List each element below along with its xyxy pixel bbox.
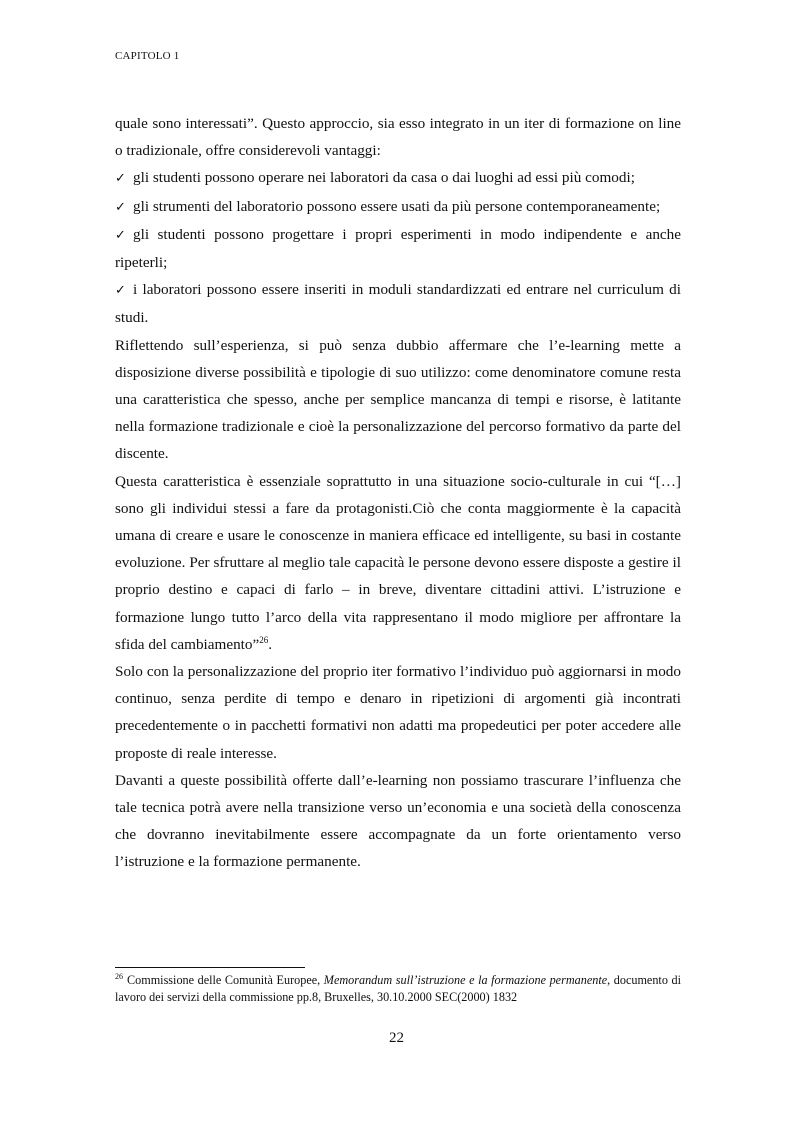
main-text	[115, 110, 681, 876]
footnote-number: 26	[115, 972, 123, 981]
list-item-text: i laboratori possono essere inseriti in moduli standardizzati ed entrare nel curriculum di studi.	[115, 281, 681, 327]
checkmark-icon: ✓	[115, 171, 126, 187]
list-item-text: gli strumenti del laboratorio possono essere usati da più persone contemporaneamente;	[133, 197, 661, 215]
footnote	[115, 972, 681, 1006]
checkmark-icon: ✓	[115, 227, 126, 243]
list-item	[115, 164, 681, 192]
list-item	[115, 221, 681, 276]
list-item-text: gli studenti possono operare nei laboratori da casa o dai luoghi ad essi più comodi;	[133, 169, 635, 187]
list-item	[115, 276, 681, 331]
paragraph-conclusion: Davanti a queste possibilità offerte dall’e-learning non possiamo trascurare l’influenza che tale tecnica potrà avere nella transizione verso un’economia e una società della conoscenza che dovranno inevitabilmente essere accompagnate da un forte orientamento verso l’istruzione e la formazione permanente.	[115, 771, 681, 871]
page-number: 22	[389, 1030, 404, 1046]
list-item-text: gli studenti possono progettare i propri esperimenti in modo indipendente e anche ripeterli;	[115, 225, 681, 272]
quote-text: Questa caratteristica è essenziale soprattutto in una situazione socio-culturale in cui “[…] sono gli individui stessi a fare da protagonisti.Ciò che conta maggiormente è la capacità umana di creare e usare le conoscenze in maniera efficace ed intelligente, su basi in costante evoluzione. Per sfruttare al meglio tale capacità le persone devono essere disposte a gestire il proprio destino e capaci di farlo – in breve, diventare cittadini attivi. L’istruzione e formazione lungo tutto l’arco della vita rappresentano il modo migliore per affrontare la sfida del cambiamento”	[115, 472, 681, 653]
paragraph-personalization: Solo con la personalizzazione del proprio iter formativo l’individuo può aggiornarsi in modo continuo, senza perdite di tempo e denaro in ripetizioni di argomenti già incontrati precedentemente o in pacchetti formativi non adatti ma propedeutici per poter accedere alle proposte di reale interesse.	[115, 663, 681, 762]
footnote-divider	[115, 967, 305, 968]
footnote-cited-title: Memorandum sull’istruzione e la formazione permanente	[323, 973, 608, 987]
footnote-text-b: , documento di lavoro dei servizi della commissione pp.8, Bruxelles, 30.10.2000 SEC(2000) 1832	[115, 973, 681, 1004]
footnote-reference[interactable]: 26	[259, 634, 269, 645]
paragraph-quote	[115, 468, 681, 658]
list-item	[115, 193, 681, 221]
checkmark-icon: ✓	[115, 283, 126, 299]
checkmark-icon: ✓	[115, 199, 126, 215]
running-header: CAPITOLO 1	[115, 50, 180, 62]
footnote-text-a: Commissione delle Comunità Europee,	[127, 973, 324, 987]
paragraph-intro: quale sono interessati”. Questo approccio, sia esso integrato in un iter di formazione on line o tradizionale, offre considerevoli vantaggi:	[115, 115, 681, 160]
paragraph-reflection: Riflettendo sull’esperienza, si può senza dubbio affermare che l’e-learning mette a disposizione diverse possibilità e tipologie di suo utilizzo: come denominatore comune resta una caratteristica che spesso, anche per semplice mancanza di tempi e risorse, è latitante nella formazione tradizionale e cioè la personalizzazione del percorso formativo da parte del discente.	[115, 336, 681, 463]
quote-end: .	[268, 635, 273, 653]
